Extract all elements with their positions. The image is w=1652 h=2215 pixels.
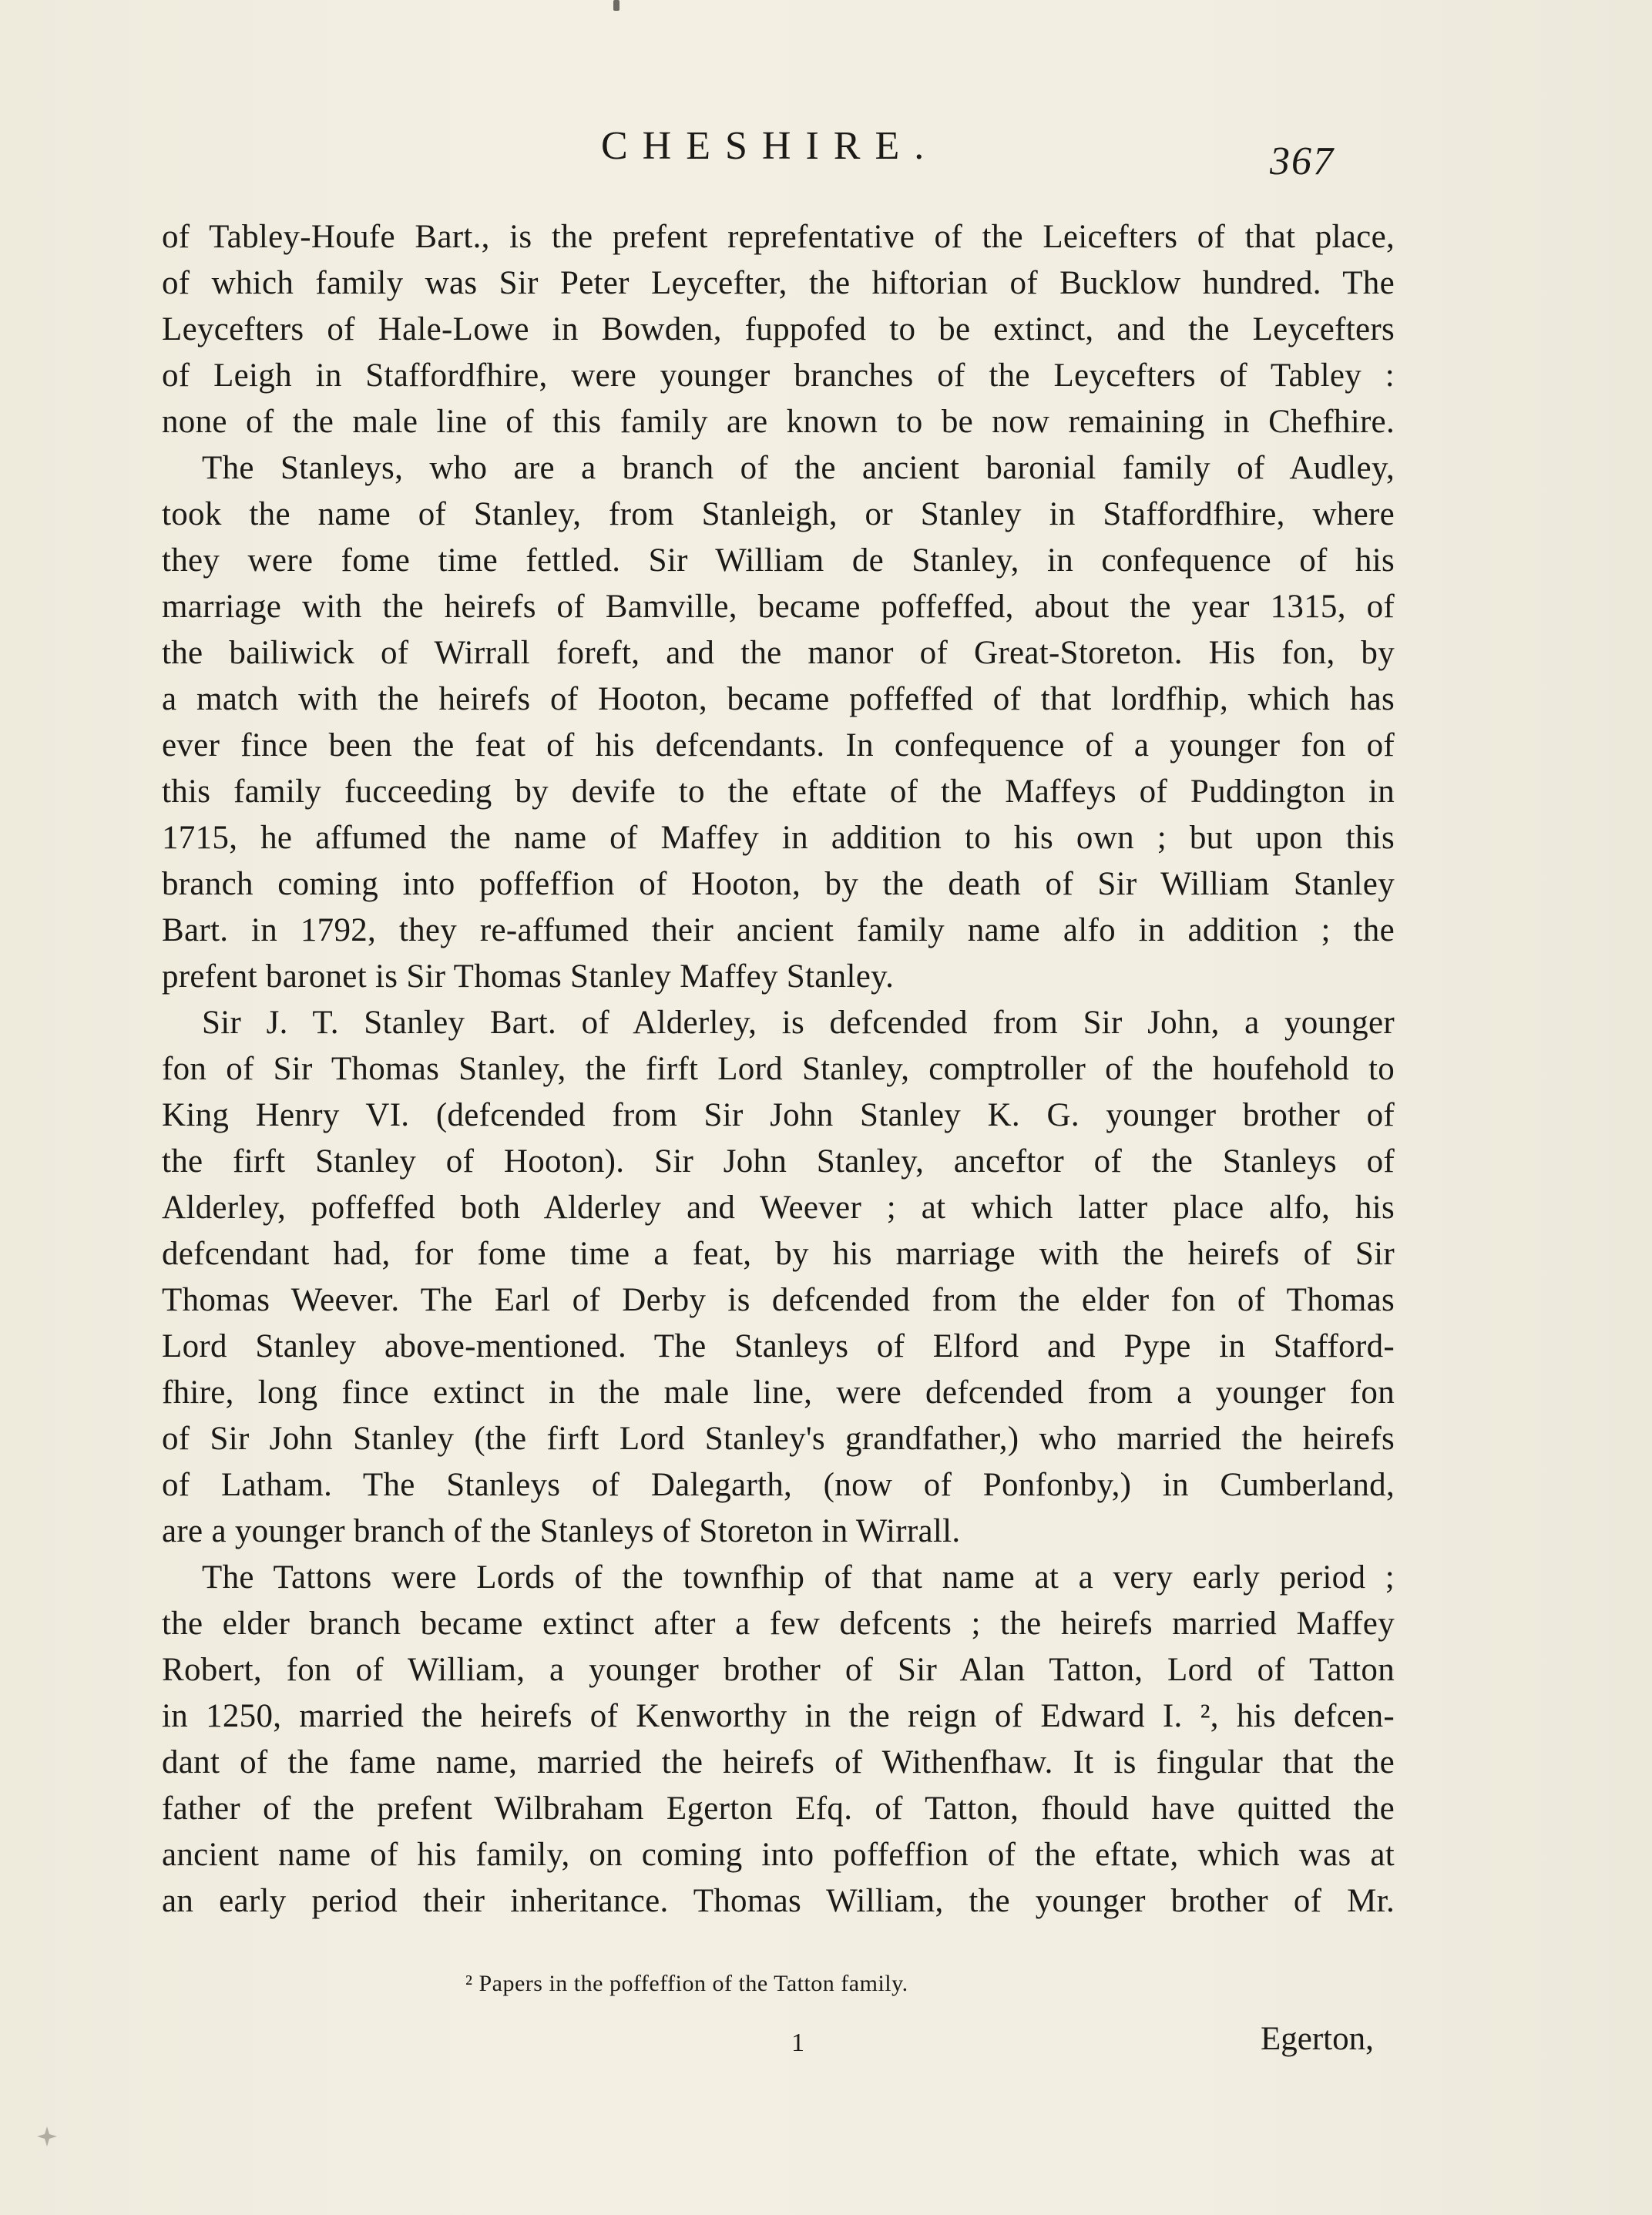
text-line: prefent baronet is Sir Thomas Stanley Maffey Stanley.: [162, 958, 895, 995]
text-line: ever fince been the feat of his defcendants. In confequence of a younger fon of: [162, 727, 1395, 764]
footnote: ² Papers in the poffeffion of the Tatton family.: [465, 1971, 908, 1996]
page-number: 367: [1270, 139, 1335, 183]
text-line: Lord Stanley above-mentioned. The Stanleys of Elford and Pype in Stafford-: [162, 1328, 1395, 1364]
text-line: King Henry VI. (defcended from Sir John Stanley K. G. younger brother of: [162, 1097, 1395, 1133]
text-line: dant of the fame name, married the heirefs of Withenfhaw. It is fingular that the: [162, 1744, 1395, 1780]
text-line: 1715, he affumed the name of Maffey in addition to his own ; but upon this: [162, 820, 1395, 856]
text-line: Sir J. T. Stanley Bart. of Alderley, is defcended from Sir John, a younger: [202, 1005, 1395, 1041]
text-line: Alderley, poffeffed both Alderley and Weever ; at which latter place alfo, his: [162, 1190, 1395, 1226]
text-line: of Latham. The Stanleys of Dalegarth, (now of Ponfonby,) in Cumberland,: [162, 1467, 1395, 1503]
text-line: Robert, fon of William, a younger brother of Sir Alan Tatton, Lord of Tatton: [162, 1652, 1395, 1688]
text-line: the bailiwick of Wirrall foreft, and the manor of Great-Storeton. His fon, by: [162, 635, 1395, 671]
text-line: fon of Sir Thomas Stanley, the firft Lord Stanley, comptroller of the houfehold to: [162, 1051, 1395, 1087]
body-text: [162, 214, 1395, 1925]
text-line: of Sir John Stanley (the firft Lord Stanley's grandfather,) who married the heirefs: [162, 1421, 1395, 1457]
text-line: Thomas Weever. The Earl of Derby is defcended from the elder fon of Thomas: [162, 1282, 1395, 1318]
text-line: this family fucceeding by devife to the eftate of the Maffeys of Puddington in: [162, 774, 1395, 810]
text-line: defcendant had, for fome time a feat, by his marriage with the heirefs of Sir: [162, 1236, 1395, 1272]
text-line: none of the male line of this family are known to be now remaining in Chefhire.: [162, 404, 1395, 440]
text-line: in 1250, married the heirefs of Kenworthy in the reign of Edward I. ², his defcen-: [162, 1698, 1395, 1734]
text-line: marriage with the heirefs of Bamville, became poffeffed, about the year 1315, of: [162, 589, 1395, 625]
text-line: ancient name of his family, on coming into poffeffion of the eftate, which was at: [162, 1837, 1395, 1873]
text-line: Bart. in 1792, they re-affumed their ancient family name alfo in addition ; the: [162, 912, 1395, 948]
catchword: Egerton,: [1261, 2021, 1374, 2057]
text-line: fhire, long fince extinct in the male line, were defcended from a younger fon: [162, 1374, 1395, 1411]
text-line: are a younger branch of the Stanleys of Storeton in Wirrall.: [162, 1513, 961, 1549]
text-line: the elder branch became extinct after a few defcents ; the heirefs married Maffey: [162, 1606, 1395, 1642]
text-line: of which family was Sir Peter Leycefter, the hiftorian of Bucklow hundred. The: [162, 265, 1395, 301]
ink-mark: [613, 0, 620, 11]
text-line: they were fome time fettled. Sir William de Stanley, in confequence of his: [162, 542, 1395, 579]
text-line: the firft Stanley of Hooton). Sir John Stanley, anceftor of the Stanleys of: [162, 1143, 1395, 1180]
text-line: branch coming into poffeffion of Hooton, by the death of Sir William Stanley: [162, 866, 1395, 902]
text-line: an early period their inheritance. Thomas William, the younger brother of Mr.: [162, 1883, 1395, 1919]
text-line: father of the prefent Wilbraham Egerton Efq. of Tatton, fhould have quitted the: [162, 1790, 1395, 1827]
text-line: a match with the heirefs of Hooton, became poffeffed of that lordfhip, which has: [162, 681, 1395, 717]
printer-ornament-icon: [35, 2125, 59, 2148]
text-line: Leycefters of Hale-Lowe in Bowden, fuppofed to be extinct, and the Leycefters: [162, 311, 1395, 347]
running-head: CHESHIRE.: [601, 124, 939, 168]
text-line: The Tattons were Lords of the townfhip of that name at a very early period ;: [202, 1559, 1395, 1596]
text-line: of Leigh in Staffordfhire, were younger branches of the Leycefters of Tabley :: [162, 357, 1395, 394]
text-line: The Stanleys, who are a branch of the ancient baronial family of Audley,: [202, 450, 1395, 486]
signature-mark: 1: [791, 2029, 804, 2057]
text-line: of Tabley-Houfe Bart., is the prefent reprefentative of the Leicefters of that place,: [162, 219, 1395, 255]
text-line: took the name of Stanley, from Stanleigh, or Stanley in Staffordfhire, where: [162, 496, 1395, 532]
